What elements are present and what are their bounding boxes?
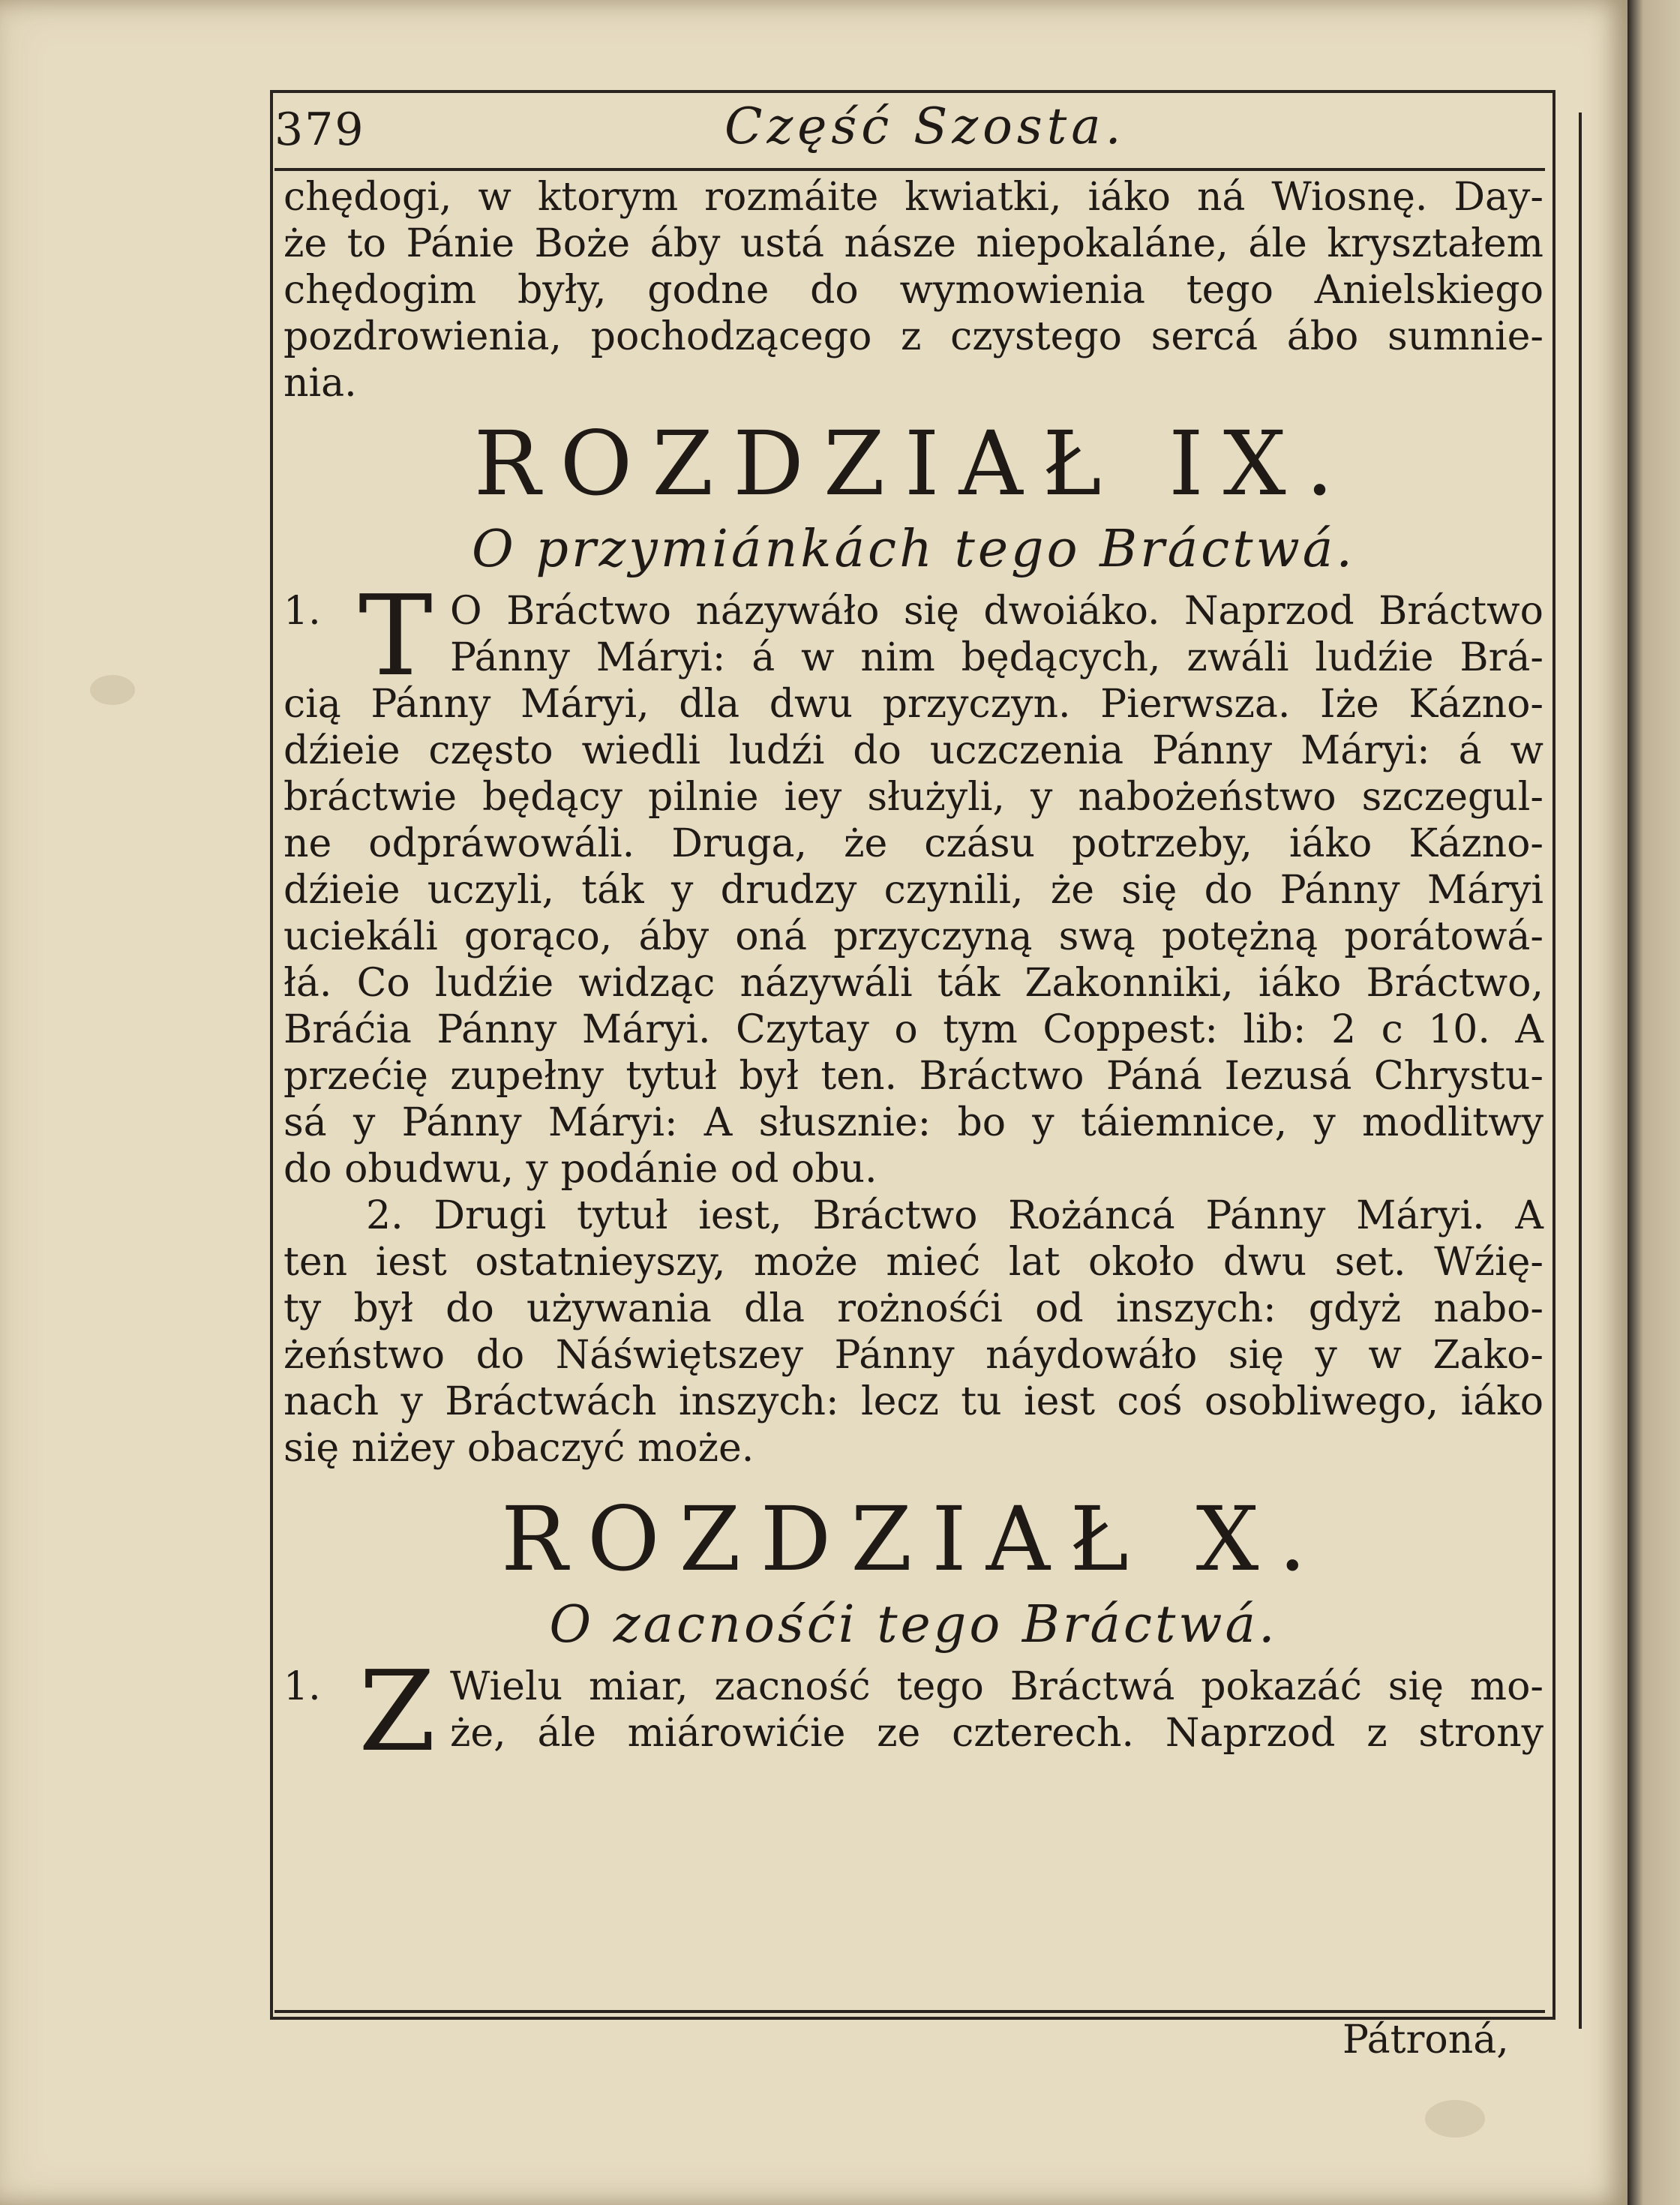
paper-stain [90, 675, 135, 705]
body-text [284, 174, 1544, 1776]
text-line: dźieie często wiedli ludźi do uczczenia Pánny Máryi: á w [284, 728, 1544, 773]
chapter-subtitle: O przymiánkách tego Bráctwá. [472, 520, 1355, 579]
chapter-subtitle: O zacnośći tego Bráctwá. [549, 1595, 1278, 1654]
paragraph-number: 1. [284, 589, 321, 634]
paragraph-number: 1. [284, 1664, 321, 1709]
text-line: nia. [284, 361, 357, 406]
text-line: Pánny Máryi: á w nim będących, zwáli ludźie Brá- [450, 635, 1544, 680]
text-line: dźieie uczyli, ták y drudzy czynili, że się do Pánny Máryi [284, 868, 1544, 913]
text-line: O Bráctwo názywáło się dwoiáko. Naprzod Bráctwo [450, 589, 1544, 634]
frame-rule-right [1579, 112, 1582, 2029]
text-line: łá. Co ludźie widząc názywáli ták Zakonniki, iáko Bráctwo, [284, 961, 1544, 1006]
paragraph [284, 1647, 1544, 1776]
book-gutter [1628, 0, 1680, 2205]
text-line: że, ále miárowićie ze czterech. Naprzod z strony [450, 1711, 1544, 1756]
paragraph [284, 572, 1544, 1192]
text-line: chędogim były, godne do wymowienia tego Anielskiego [284, 268, 1544, 313]
text-line: Bráćia Pánny Máryi. Czytay o tym Coppest: lib: 2 c 10. A [284, 1007, 1544, 1052]
running-title: Część Szosta. [724, 98, 1126, 155]
text-line: ten iest ostatnieyszy, może mieć lat około dwu set. Wźię- [284, 1240, 1544, 1285]
bottom-rule [274, 2010, 1545, 2013]
text-line: bráctwie będący pilnie iey służyli, y nabożeństwo szczegul- [284, 775, 1544, 820]
text-line: żeństwo do Náświętszey Pánny náydowáło się y w Zako- [284, 1333, 1544, 1378]
chapter-title: ROZDZIAŁ IX. [473, 412, 1354, 515]
paper-stain [1425, 2100, 1485, 2138]
text-line: sá y Pánny Máryi: A słusznie: bo y táiemnice, y modlitwy [284, 1100, 1544, 1145]
text-line: że to Pánie Boże áby ustá násze niepokaláne, ále kryształem [284, 221, 1544, 266]
chapter-title: ROZDZIAŁ X. [501, 1487, 1326, 1591]
text-line: cią Pánny Máryi, dla dwu przyczyn. Pierwsza. Iże Kázno- [284, 682, 1544, 727]
paragraph [284, 1192, 1544, 1472]
text-line: nach y Bráctwách inszych: lecz tu iest coś osobliwego, iáko [284, 1379, 1544, 1424]
header-rule [274, 168, 1545, 171]
catchword: Pátroná, [1342, 2018, 1509, 2062]
page-number: 379 [274, 104, 365, 156]
text-line: ne odpráwowáli. Druga, że czásu potrzeby, iáko Kázno- [284, 821, 1544, 866]
text-line: ty był do używania dla rożnośći od inszych: gdyż nabo- [284, 1286, 1544, 1331]
text-line: 2. Drugi tytuł iest, Bráctwo Rożáncá Pánny Máryi. A [366, 1193, 1544, 1238]
drop-cap: Z [358, 1647, 436, 1776]
text-line: chędogi, w ktorym rozmáite kwiatki, iáko ná Wiosnę. Day- [284, 175, 1544, 220]
text-line: uciekáli gorąco, áby oná przyczyną swą potężną porátowá- [284, 914, 1544, 959]
drop-cap: T [358, 572, 433, 700]
text-line: się niżey obaczyć może. [284, 1426, 754, 1471]
text-line: pozdrowienia, pochodzącego z czystego sercá ábo sumnie- [284, 314, 1544, 359]
page-header [274, 98, 1545, 169]
text-line: przećię zupełny tytuł był ten. Bráctwo Páná Iezusá Chrystu- [284, 1054, 1544, 1099]
text-line: Wielu miar, zacność tego Bráctwá pokazáć się mo- [450, 1664, 1544, 1709]
text-line: do obudwu, y podánie od obu. [284, 1147, 878, 1192]
